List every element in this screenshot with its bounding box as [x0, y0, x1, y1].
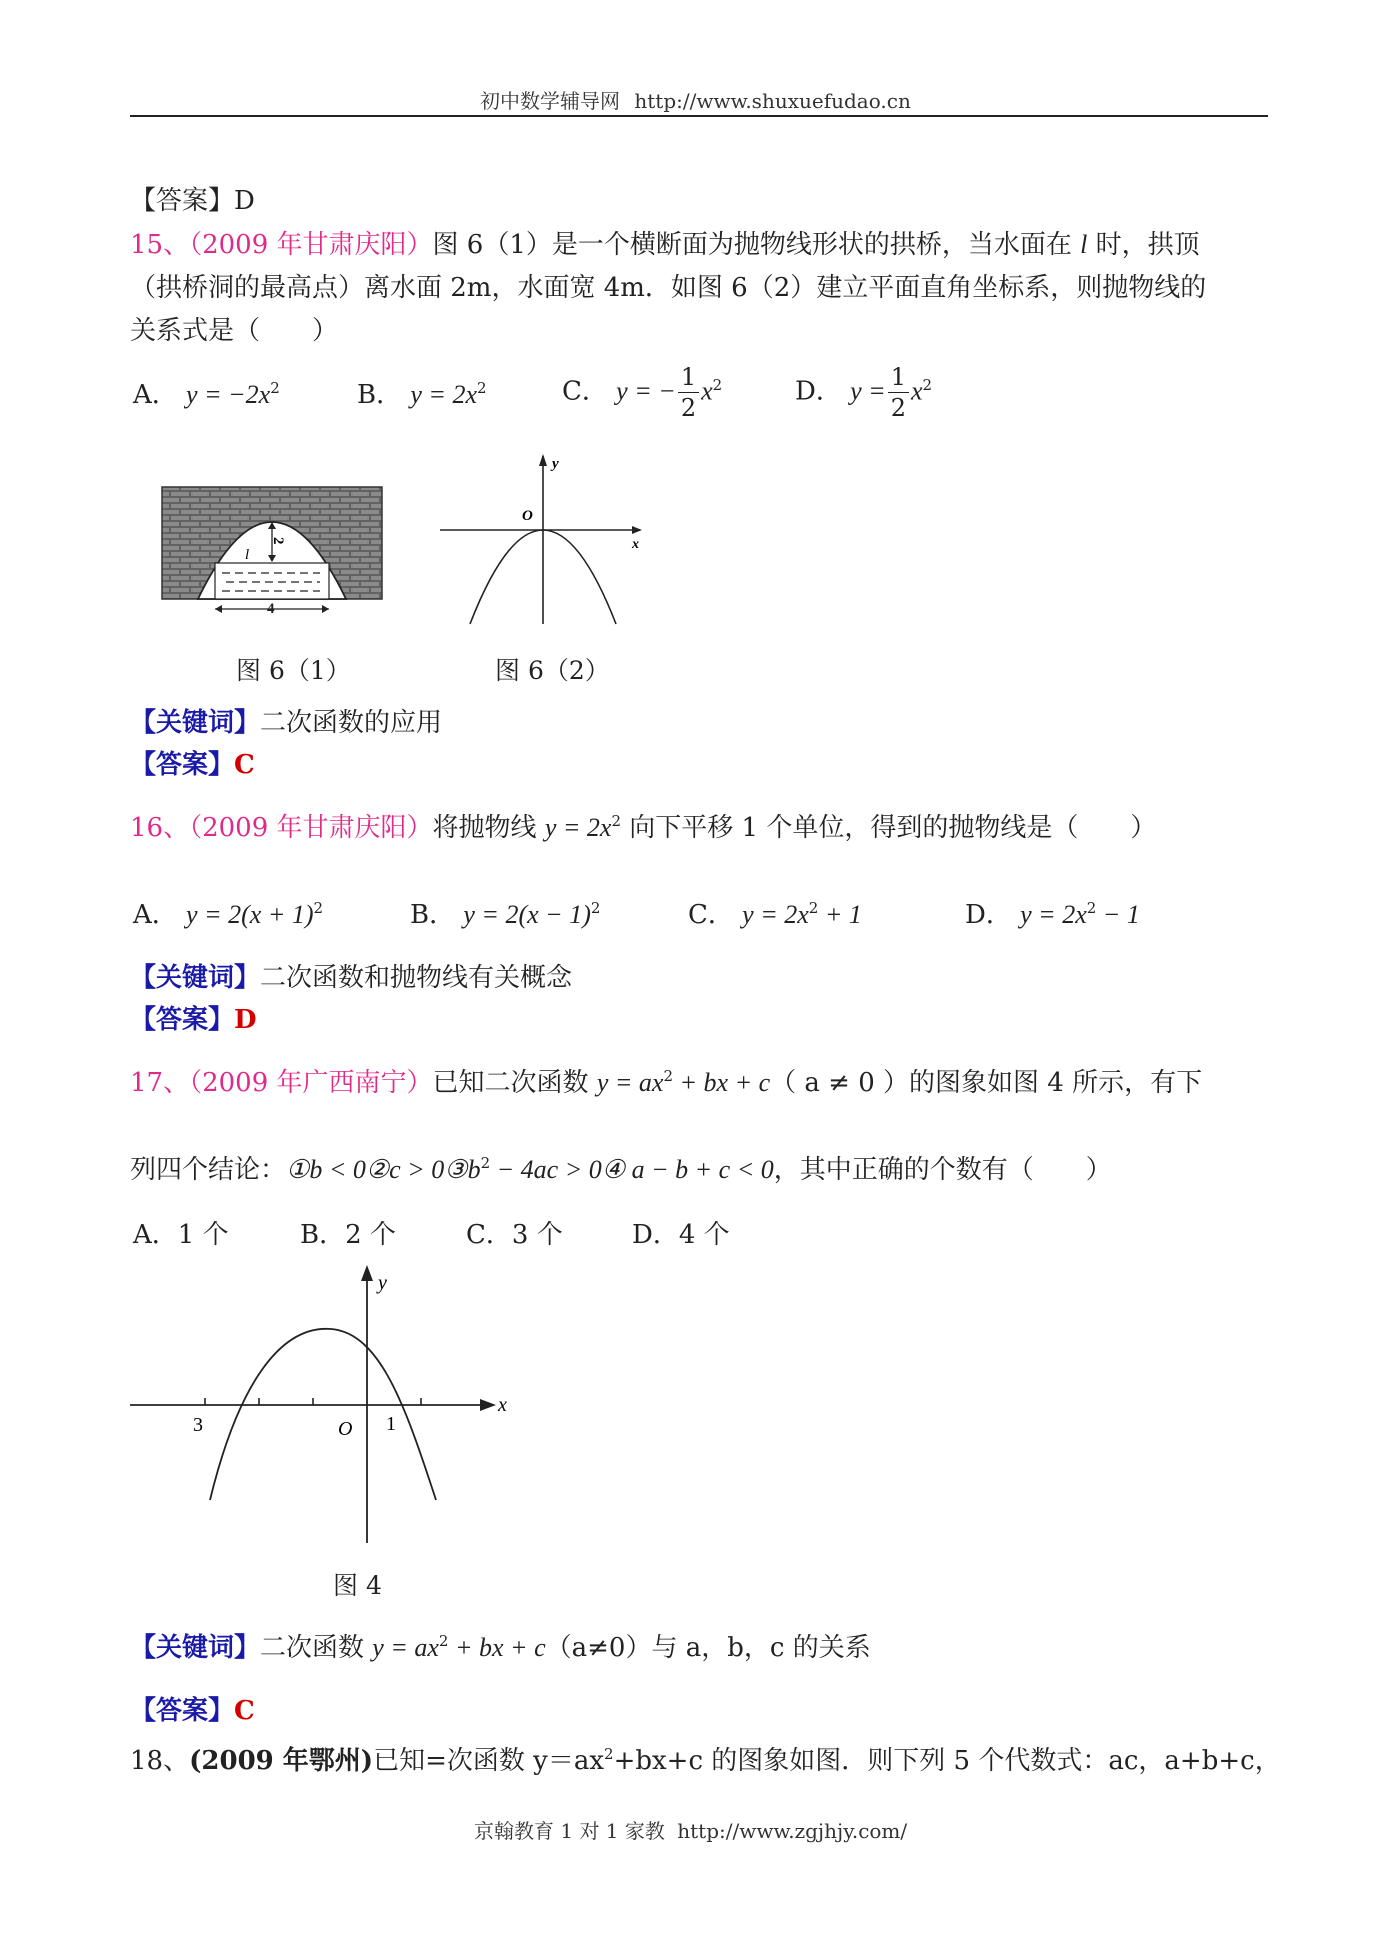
arch-bridge-figure	[160, 485, 390, 615]
q16-option-c: C． $y = 2x^2 + 1$	[688, 899, 862, 930]
footer-url: http://www.zgjhjy.com/	[677, 1819, 908, 1843]
q18-number: 18、	[130, 1746, 190, 1776]
tick-label-1: 1	[386, 1413, 396, 1435]
q17-source: （2009 年广西南宁）	[189, 1068, 433, 1098]
q16-option-d: D． $y = 2x^2 - 1$	[965, 899, 1140, 930]
q18-source: (2009 年鄂州)	[189, 1746, 374, 1776]
x-axis-label: x	[498, 1394, 507, 1416]
q15-option-d: D． y = $\frac{1}{2}$ $x^2$	[795, 363, 933, 422]
y-axis-label: y	[552, 456, 559, 472]
q16-number: 16、	[130, 813, 190, 843]
page-header	[480, 85, 911, 114]
q17-option-a: A．1 个	[133, 1220, 229, 1250]
height-label: 2	[270, 537, 286, 545]
q15-line1: 15、（2009 年甘肃庆阳）图 6（1）是一个横断面为抛物线形状的拱桥，当水面在 l 时，拱顶	[130, 230, 1200, 260]
footer-text: 京翰教育 1 对 1 家教	[474, 1819, 665, 1843]
q15-line3: 关系式是（ ）	[130, 316, 339, 346]
q15-answer: 【答案】C	[130, 750, 255, 780]
q16-answer: 【答案】D	[130, 1005, 257, 1035]
page-footer	[474, 1815, 907, 1844]
q17-keyword: 【关键词】二次函数 $y = ax^2$ + bx + c（a≠0）与 a，b，c 的关系	[130, 1632, 871, 1663]
q15-number: 15、	[130, 230, 190, 260]
origin-label: O	[338, 1418, 353, 1440]
x-axis-label: x	[632, 537, 639, 552]
fig4-caption: 图 4	[333, 1571, 382, 1600]
q16-option-a: A． $y = 2(x + 1)^2$	[133, 899, 324, 930]
q15-option-a: A． $y = -2x^2$	[133, 379, 280, 410]
water-region	[215, 563, 329, 599]
width-label: 4	[267, 601, 275, 615]
q15-source: （2009 年甘肃庆阳）	[189, 230, 433, 260]
header-rule	[130, 115, 1268, 117]
fig6-1-caption: 图 6（1）	[236, 656, 351, 685]
header-url: http://www.shuxuefudao.cn	[634, 89, 911, 113]
origin-label: O	[522, 508, 533, 524]
q17-answer: 【答案】C	[130, 1696, 255, 1726]
q17-option-b: B．2 个	[300, 1220, 396, 1250]
x-axis-ticks	[205, 1398, 421, 1405]
q15-option-c: C． y = − $\frac{1}{2}$ $x^2$	[562, 363, 723, 422]
fig6-2-caption: 图 6（2）	[495, 656, 610, 685]
q17-option-d: D．4 个	[632, 1220, 730, 1250]
q16-option-b: B． $y = 2(x - 1)^2$	[410, 899, 601, 930]
parabola-figure-6-2	[440, 452, 650, 632]
q15-option-b: B． $y = 2x^2$	[357, 379, 487, 410]
y-axis-label: y	[378, 1272, 387, 1294]
q15-keyword: 【关键词】二次函数的应用	[130, 708, 443, 738]
q16-source: （2009 年甘肃庆阳）	[189, 813, 433, 843]
water-label: l	[245, 547, 250, 563]
q17-line1: 17、（2009 年广西南宁）已知二次函数 $y = ax^2$ + bx + c（ a ≠ 0 ）的图象如图 4 所示，有下	[130, 1067, 1203, 1098]
q16-keyword: 【关键词】二次函数和抛物线有关概念	[130, 963, 573, 993]
parabola-curve	[210, 1329, 436, 1500]
q17-option-c: C．3 个	[466, 1220, 563, 1250]
q17-line2: 列四个结论：①b < 0②c > $0③b^2 - 4ac$ > 0④ a − b + c < 0，其中正确的个数有（ ）	[130, 1154, 1112, 1185]
q17-number: 17、	[130, 1068, 190, 1098]
tick-label-neg3: 3	[193, 1414, 203, 1436]
q16-line1: 16、（2009 年甘肃庆阳）将抛物线 $y = 2x^2$ 向下平移 1 个单位，得到的抛物线是（ ）	[130, 812, 1157, 843]
prev-answer: 【答案】D	[130, 186, 255, 216]
header-site: 初中数学辅导网	[480, 89, 620, 113]
q15-line2: （拱桥洞的最高点）离水面 2m，水面宽 4m．如图 6（2）建立平面直角坐标系，则抛物线的	[130, 273, 1207, 303]
q18-line1: 18、(2009 年鄂州)已知=次函数 $y=ax^2+bx+c$ 的图象如图．则下列 5 个代数式：ac，a+b+c，	[130, 1745, 1281, 1776]
parabola-figure-4	[130, 1265, 520, 1547]
